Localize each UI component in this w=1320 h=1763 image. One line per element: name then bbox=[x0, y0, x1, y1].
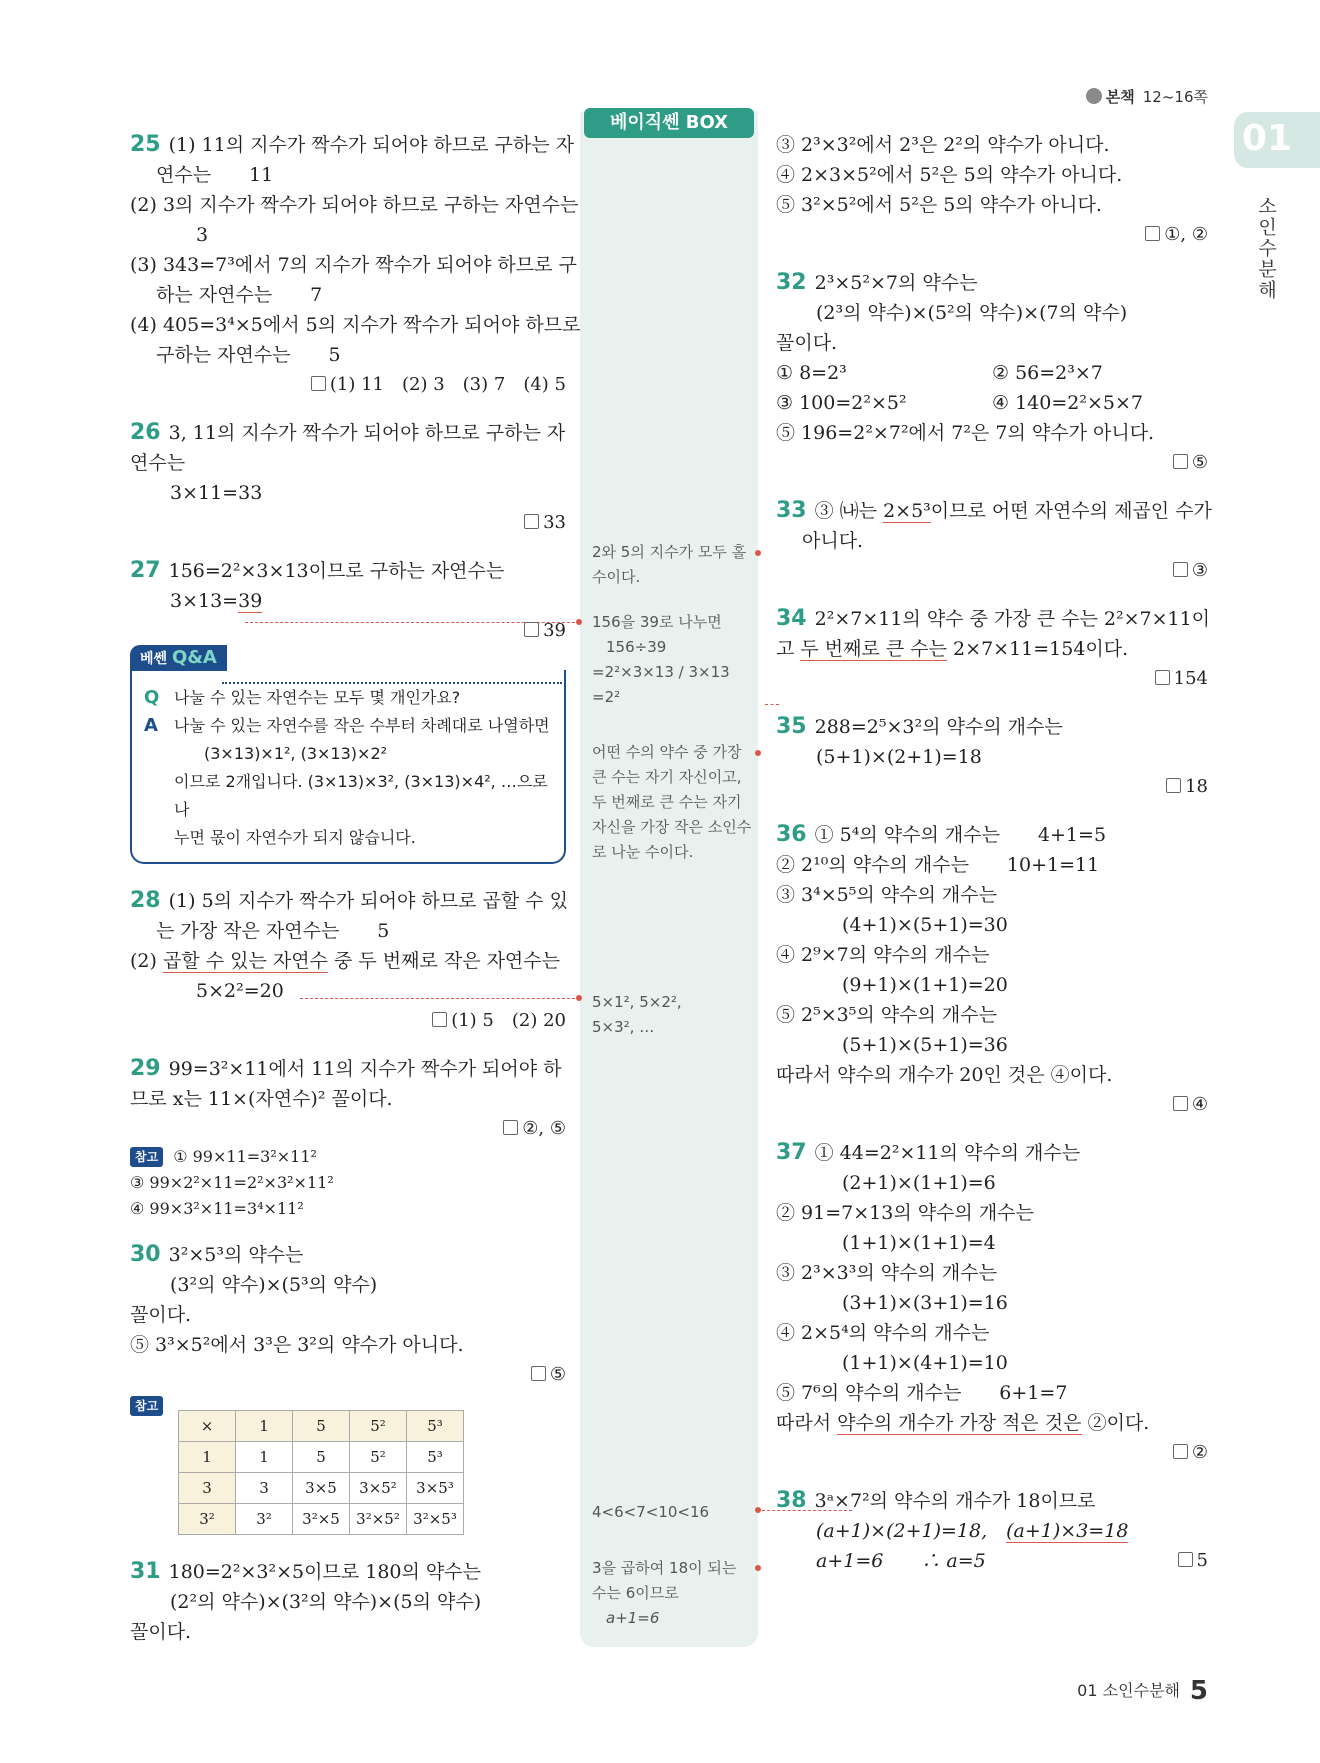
problem-27: 27 156=2²×3×13이므로 구하는 자연수는 3×13=39 39 bbox=[130, 556, 566, 646]
problem-32: 32 2³×5²×7의 약수는 (2³의 약수)×(5²의 약수)×(7의 약수) 꼴이다. ① 8=2³ ② 56=2³×7 ③ 100=2²×5² ④ 140=2²×5×7 ⑤ 196=2²×7²에서 7²은 7의 약수가 아니다. ⑤ bbox=[776, 268, 1208, 478]
answer: (1) 11 (2) 3 (3) 7 (4) 5 bbox=[130, 370, 566, 400]
answer-icon bbox=[1173, 454, 1188, 469]
answer-icon bbox=[503, 1120, 518, 1135]
answer: ⑤ bbox=[776, 448, 1208, 478]
answer-icon bbox=[1173, 1096, 1188, 1111]
page-number: 5 bbox=[1189, 1676, 1208, 1706]
problem-31-continued: ③ 2³×3²에서 2³은 2²의 약수가 아니다. ④ 2×3×5²에서 5²은 5의 약수가 아니다. ⑤ 3²×5²에서 5²은 5의 약수가 아니다. ①, ② bbox=[776, 130, 1208, 250]
problem-26: 26 3, 11의 지수가 짝수가 되어야 하므로 구하는 자 연수는 3×11=33 33 bbox=[130, 418, 566, 538]
note-times-three: 3을 곱하여 18이 되는 수는 6이므로 a+1=6 bbox=[592, 1559, 737, 1627]
problem-number: 33 bbox=[776, 498, 807, 523]
qa-answer: A 나눌 수 있는 자연수를 작은 수부터 차례대로 나열하면 (3×13)×1², (3×13)×2² 이므로 2개입니다. (3×13)×3², (3×13)×4², …으로 나 누면 몫이 자연수가 되지 않습니다. bbox=[144, 712, 550, 852]
table-row: 3² 3² 3²×5 3²×5² 3²×5³ bbox=[179, 1504, 464, 1535]
table-row: 1 1 5 5² 5³ bbox=[179, 1442, 464, 1473]
problem-33: 33 ③ ㈏는 2×5³이므로 어떤 자연수의 제곱인 수가 아니다. ③ bbox=[776, 496, 1208, 586]
problem-number: 29 bbox=[130, 1056, 161, 1081]
answer: 39 bbox=[130, 616, 566, 646]
page-footer: 01 소인수분해 5 bbox=[1077, 1676, 1208, 1706]
answer-icon bbox=[531, 1366, 546, 1381]
question-icon: Q bbox=[144, 687, 160, 708]
problem-29: 29 99=3²×11에서 11의 지수가 짝수가 되어야 하 므로 x는 11×(자연수)² 꼴이다. ②, ⑤ 참고 ① 99×11=3²×11² ③ 99×2²×11=2²×3²×11² ④ 99×3²×11=3⁴×11² bbox=[130, 1056, 566, 1218]
problem-number: 35 bbox=[776, 714, 807, 739]
problem-number: 31 bbox=[130, 1559, 161, 1584]
answer: ④ bbox=[776, 1090, 1208, 1120]
note-multiples: 5×1², 5×2², 5×3², … bbox=[592, 993, 682, 1036]
note-inequality: 4<6<7<10<16 bbox=[592, 1503, 710, 1521]
table-row: 3 3 3×5 3×5² 3×5³ bbox=[179, 1473, 464, 1504]
note-odd-exponent: 2와 5의 지수가 모두 홀수이다. bbox=[592, 543, 747, 586]
problem-31: 31 180=2²×3²×5이므로 180의 약수는 (2²의 약수)×(3²의 약수)×(5의 약수) 꼴이다. bbox=[130, 1559, 482, 1643]
answer-icon bbox=[1155, 670, 1170, 685]
answer: ⑤ bbox=[130, 1360, 566, 1390]
problem-36: 36 ① 5⁴의 약수의 개수는 4+1=5 ② 2¹⁰의 약수의 개수는 10+1=11 ③ 3⁴×5⁵의 약수의 개수는 (4+1)×(5+1)=30 ④ 2⁹×7의 약수의 개수는 (9+1)×(1+1)=20 ⑤ 2⁵×3⁵의 약수의 개수는 (5+1)×(5+1)=36 따라서 약수의 개수가 20인 것은 ④이다. ④ bbox=[776, 820, 1208, 1120]
connector-dot bbox=[576, 995, 582, 1001]
answer: 154 bbox=[776, 664, 1208, 694]
left-column bbox=[130, 130, 581, 1665]
qa-dotted-rule bbox=[222, 682, 562, 684]
qa-badge: 베쎈 Q&A bbox=[130, 645, 227, 671]
answer-icon bbox=[524, 514, 539, 529]
answer: 18 bbox=[776, 772, 1208, 802]
answer: ② bbox=[776, 1438, 1208, 1468]
answer: 5 bbox=[1178, 1546, 1208, 1576]
table-row: × 1 5 5² 5³ bbox=[179, 1411, 464, 1442]
right-column bbox=[776, 130, 1212, 1594]
chapter-number: 01 bbox=[1241, 118, 1292, 159]
problem-35: 35 288=2⁵×3²의 약수의 개수는 (5+1)×(2+1)=18 18 bbox=[776, 712, 1208, 802]
problem-38: 38 3ᵃ×7²의 약수의 개수가 18이므로 (a+1)×(2+1)=18, (a+1)×3=18 a+1=6 ∴ a=5 5 bbox=[776, 1486, 1208, 1576]
connector-dot bbox=[755, 1507, 761, 1513]
chapter-title-vertical: 소인수분해 bbox=[1255, 196, 1277, 301]
problem-28: 28 (1) 5의 지수가 짝수가 되어야 하므로 곱할 수 있 는 가장 작은 자연수는 5 (2) 곱할 수 있는 자연수 중 두 번째로 작은 자연수는 5×2²=20 (1) 5 (2) 20 bbox=[130, 886, 566, 1036]
page-reference: 본책 12~16쪽 bbox=[1086, 86, 1208, 107]
answer-icon bbox=[1166, 778, 1181, 793]
basic-box-band bbox=[580, 112, 758, 1647]
problem-number: 32 bbox=[776, 270, 807, 295]
problem-number: 30 bbox=[130, 1242, 161, 1267]
note-largest-divisor: 어떤 수의 약수 중 가장 큰 수는 자기 자신이고, 두 번째로 큰 수는 자기 자신을 가장 작은 소인수로 나눈 수이다. bbox=[592, 743, 752, 861]
problem-number: 28 bbox=[130, 888, 161, 913]
problem-number: 36 bbox=[776, 822, 807, 847]
answer-icon bbox=[432, 1012, 447, 1027]
problem-30: 30 3²×5³의 약수는 (3²의 약수)×(5³의 약수) 꼴이다. ⑤ 3³×5²에서 3³은 3²의 약수가 아니다. ⑤ 참고 × 1 5 5² 5³ 1 1 5 5² 5³ 3 3 3×5 3×5² 3×5³ 3² 3² 3²×5 3²×5² 3²×5³ bbox=[130, 1240, 566, 1535]
answer: ③ bbox=[776, 556, 1208, 586]
answer: 33 bbox=[130, 508, 566, 538]
connector-dot bbox=[755, 1565, 761, 1571]
problem-number: 37 bbox=[776, 1140, 807, 1165]
problem-number: 26 bbox=[130, 420, 161, 445]
divisor-table bbox=[178, 1410, 464, 1535]
problem-number: 27 bbox=[130, 558, 161, 583]
problem-25: 25 (1) 11의 지수가 짝수가 되어야 하므로 구하는 자 연수는 11 (2) 3의 지수가 짝수가 되어야 하므로 구하는 자연수는 3 (3) 343=7³에서 7의 지수가 짝수가 되어야 하므로 구 하는 자연수는 7 (4) 405=3⁴×5에서 5의 지수가 짝수가 되어야 하므로 구하는 자연수는 5 (1) 11 (2) 3 (3) 7 (4) 5 bbox=[130, 130, 566, 400]
reference-tag: 참고 bbox=[130, 1396, 163, 1416]
connector-dot bbox=[755, 550, 761, 556]
answer-icon bbox=[1173, 562, 1188, 577]
problem-number: 25 bbox=[130, 132, 161, 157]
answer-icon bbox=[1173, 1444, 1188, 1459]
answer-icon bbox=[1145, 226, 1160, 241]
answer: (1) 5 (2) 20 bbox=[130, 1006, 566, 1036]
problem-number: 38 bbox=[776, 1488, 807, 1513]
qa-box bbox=[130, 647, 566, 864]
answer-icon bbox=[1178, 1552, 1193, 1567]
answer: ①, ② bbox=[776, 220, 1208, 250]
problem-number: 34 bbox=[776, 606, 807, 631]
answer-icon bbox=[524, 622, 539, 637]
connector-dot bbox=[755, 750, 761, 756]
answer-mark-icon: A bbox=[144, 715, 158, 736]
qa-question: Q 나눌 수 있는 자연수는 모두 몇 개인가요? bbox=[144, 684, 550, 712]
reference-tag: 참고 bbox=[130, 1147, 163, 1167]
basic-box-title: 베이직쎈 BOX bbox=[584, 108, 754, 138]
note-divide-156: 156을 39로 나누면 156÷39 =2²×3×13 / 3×13 =2² bbox=[592, 613, 730, 706]
answer: ②, ⑤ bbox=[130, 1114, 566, 1144]
problem-37: 37 ① 44=2²×11의 약수의 개수는 (2+1)×(1+1)=6 ② 91=7×13의 약수의 개수는 (1+1)×(1+1)=4 ③ 2³×3³의 약수의 개수는 (3+1)×(3+1)=16 ④ 2×5⁴의 약수의 개수는 (1+1)×(4+1)=10 ⑤ 7⁶의 약수의 개수는 6+1=7 따라서 약수의 개수가 가장 적은 것은 ②이다. ② bbox=[776, 1138, 1208, 1468]
problem-34: 34 2²×7×11의 약수 중 가장 큰 수는 2²×7×11이 고 두 번째로 큰 수는 2×7×11=154이다. 154 bbox=[776, 604, 1208, 694]
answer-icon bbox=[311, 376, 326, 391]
book-icon bbox=[1086, 88, 1102, 104]
connector-dot bbox=[576, 619, 582, 625]
